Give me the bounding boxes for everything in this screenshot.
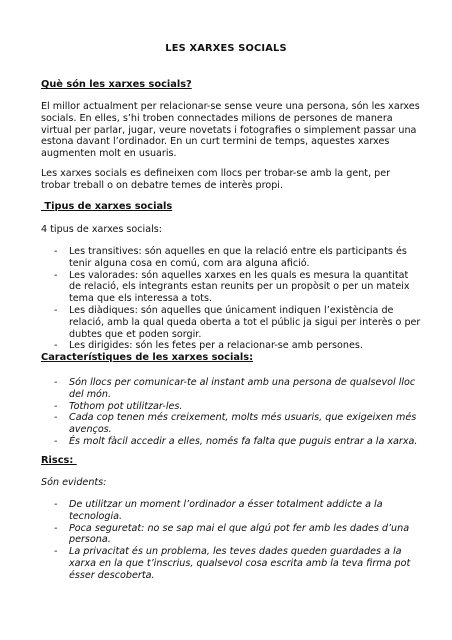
list-item: - Les dirigides: són les fetes per a relacionar-se amb persones. [41, 340, 421, 352]
list-item: - Poca seguretat: no se sap mai el que algú pot fer amb les dades d’una persona. [41, 523, 421, 547]
risks-intro: Són evidents: [41, 477, 107, 488]
list-item: - Cada cop tenen més creixement, molts més usuaris, que exigeixen més avenços. [41, 412, 421, 436]
heading-what-are-social-networks: Què són les xarxes socials? [41, 79, 192, 90]
types-list [41, 246, 421, 352]
paragraph-intro: El millor actualment per relacionar-se sense veure una persona, són les xarxes socials. En elles, s’hi troben connectades milions de persones de manera virtual per parlar, jugar, veure novetats i fotografies o simplement passar una estona davant l’ordinador. En un curt termini de temps, aquestes xarxes augmenten molt en usuaris. [41, 101, 420, 160]
types-intro: 4 tipus de xarxes socials: [41, 224, 162, 235]
list-item: - Les diàdiques: són aquelles que únicament indiquen l’existència de relació, amb la qual queda oberta a tot el públic ja sigui per interès o per dubtes que et poden sorgir. [41, 305, 421, 340]
list-item: - Les valorades: són aquelles xarxes en les quals es mesura la quantitat de relació, els integrants estan reunits per un propòsit o per un mateix tema que els interessa a tots. [41, 270, 421, 305]
heading-characteristics: Característiques de les xarxes socials: [41, 352, 254, 363]
document-title: LES XARXES SOCIALS [165, 43, 287, 54]
list-item: - De utilitzar un moment l’ordinador a ésser totalment addicte a la tecnologia. [41, 499, 421, 523]
list-item: - És molt fàcil accedir a elles, només fa falta que puguis entrar a la xarxa. [41, 436, 421, 448]
list-item: - Tothom pot utilitzar-les. [41, 401, 421, 413]
list-item: - La privacitat és un problema, les teves dades queden guardades a la xarxa en la que t’inscrius, qualsevol cosa escrita amb la teva firma pot ésser descoberta. [41, 546, 421, 581]
characteristics-list [41, 377, 421, 448]
heading-risks: Riscs: [41, 455, 77, 466]
paragraph-definition: Les xarxes socials es defineixen com llocs per trobar-se amb la gent, per trobar treball o on debatre temes de interès propi. [41, 168, 391, 191]
risks-list [41, 499, 421, 582]
list-item: - Les transitives: són aquelles en que la relació entre els participants és tenir alguna cosa en comú, com ara alguna afició. [41, 246, 421, 270]
list-item: - Són llocs per comunicar-te al instant amb una persona de qualsevol lloc del món. [41, 377, 421, 401]
heading-types: Tipus de xarxes socials [41, 201, 173, 212]
